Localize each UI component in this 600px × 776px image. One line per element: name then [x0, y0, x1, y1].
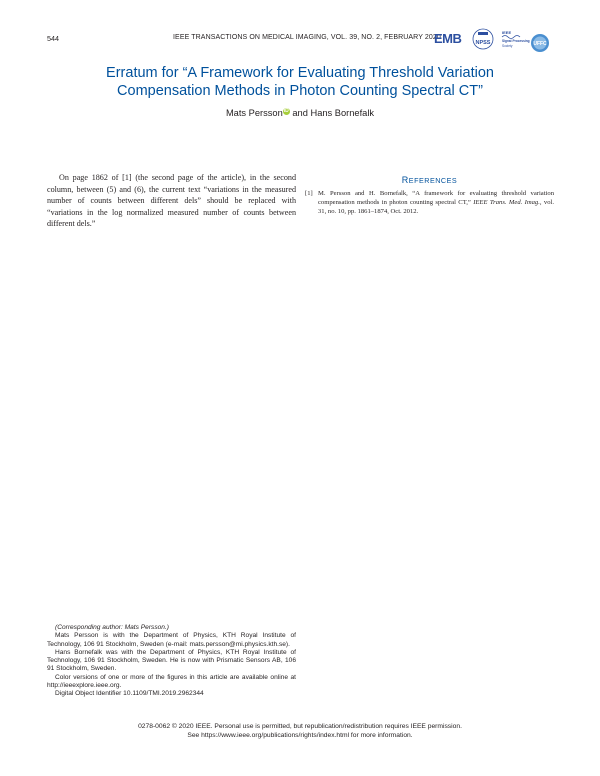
- reference-number: [1]: [305, 190, 313, 197]
- references-heading: [305, 175, 554, 185]
- author-line: [40, 108, 560, 118]
- emb-logo-text: EMB: [434, 31, 462, 46]
- orcid-icon[interactable]: iD: [283, 108, 289, 114]
- title-line-1: Erratum for “A Framework for Evaluating Threshold Variation: [106, 65, 494, 81]
- reference-list: [305, 190, 554, 216]
- copyright-line-1: 0278-0062 © 2020 IEEE. Personal use is permitted, but republication/redistribution requires IEEE permission.: [138, 723, 462, 730]
- references-heading-initial: R: [401, 175, 409, 185]
- footnote-doi: Digital Object Identifier 10.1109/TMI.2019.2962344: [55, 690, 204, 698]
- ieee-signal-processing-society-logo-icon: [500, 28, 530, 50]
- reference-pre: M. Persson and H. Bornefalk, “A framework for evaluating threshold variation compensation methods in photon counting spectral CT,”: [318, 190, 554, 206]
- reference-journal: IEEE Trans. Med. Imag.: [473, 198, 540, 206]
- article-title: [40, 64, 560, 100]
- footnote-corresponding-author: (Corresponding author: Mats Persson.): [55, 624, 169, 631]
- ieee-uffc-logo-icon: [529, 33, 551, 53]
- svg-text:Society: Society: [502, 44, 513, 48]
- running-header: IEEE TRANSACTIONS ON MEDICAL IMAGING, VOL. 39, NO. 2, FEBRUARY 2020: [173, 34, 441, 41]
- uffc-logo-text: UFFC: [533, 41, 547, 47]
- reference-post: , vol. 31, no. 10, pp. 1861–1874, Oct. 2012.: [318, 198, 554, 215]
- emb-logo-icon: [434, 31, 461, 46]
- copyright-notice: [40, 723, 560, 741]
- references-heading-rest: EFERENCES: [408, 176, 458, 185]
- footnote-affiliation-1: Mats Persson is with the Department of Physics, KTH Royal Institute of Technology, 106 91 Stockholm, Sweden (e-mail: mats.persson@mi.physics.kth.se).: [47, 632, 296, 648]
- svg-text:IEEE: IEEE: [502, 30, 512, 35]
- footnote: [47, 624, 296, 699]
- reference-item: [305, 190, 554, 216]
- footnote-affiliation-2: Hans Bornefalk was with the Department of Physics, KTH Royal Institute of Technology, 106 91 Stockholm, Sweden. He is now with Prismatic Sensors AB, 106 91 Stockholm, Sweden.: [47, 648, 296, 673]
- author-2: Hans Bornefalk: [310, 108, 375, 118]
- body-paragraph: On page 1862 of [1] (the second page of the article), in the second column, between (5) and (6), the current text “variations in the measured number of counts between different dels” should be replaced with “variations in the log normalized measured number of counts between different dels.”: [47, 173, 296, 229]
- title-line-2: Compensation Methods in Photon Counting Spectral CT”: [117, 83, 483, 99]
- author-1: Mats Persson: [225, 108, 283, 118]
- reference-text: [318, 190, 554, 216]
- sps-logo-text: Signal Processing: [502, 39, 530, 43]
- page-number: 544: [47, 34, 59, 43]
- footnote-color-note: Color versions of one or more of the figures in this article are available online at http://ieeexplore.ieee.org.: [47, 673, 296, 690]
- ieee-npss-logo-icon: [472, 28, 494, 50]
- author-conjunction: and: [292, 108, 308, 118]
- copyright-line-2: See https://www.ieee.org/publications/rights/index.html for more information.: [187, 731, 413, 739]
- npss-logo-text: NPSS: [475, 40, 491, 46]
